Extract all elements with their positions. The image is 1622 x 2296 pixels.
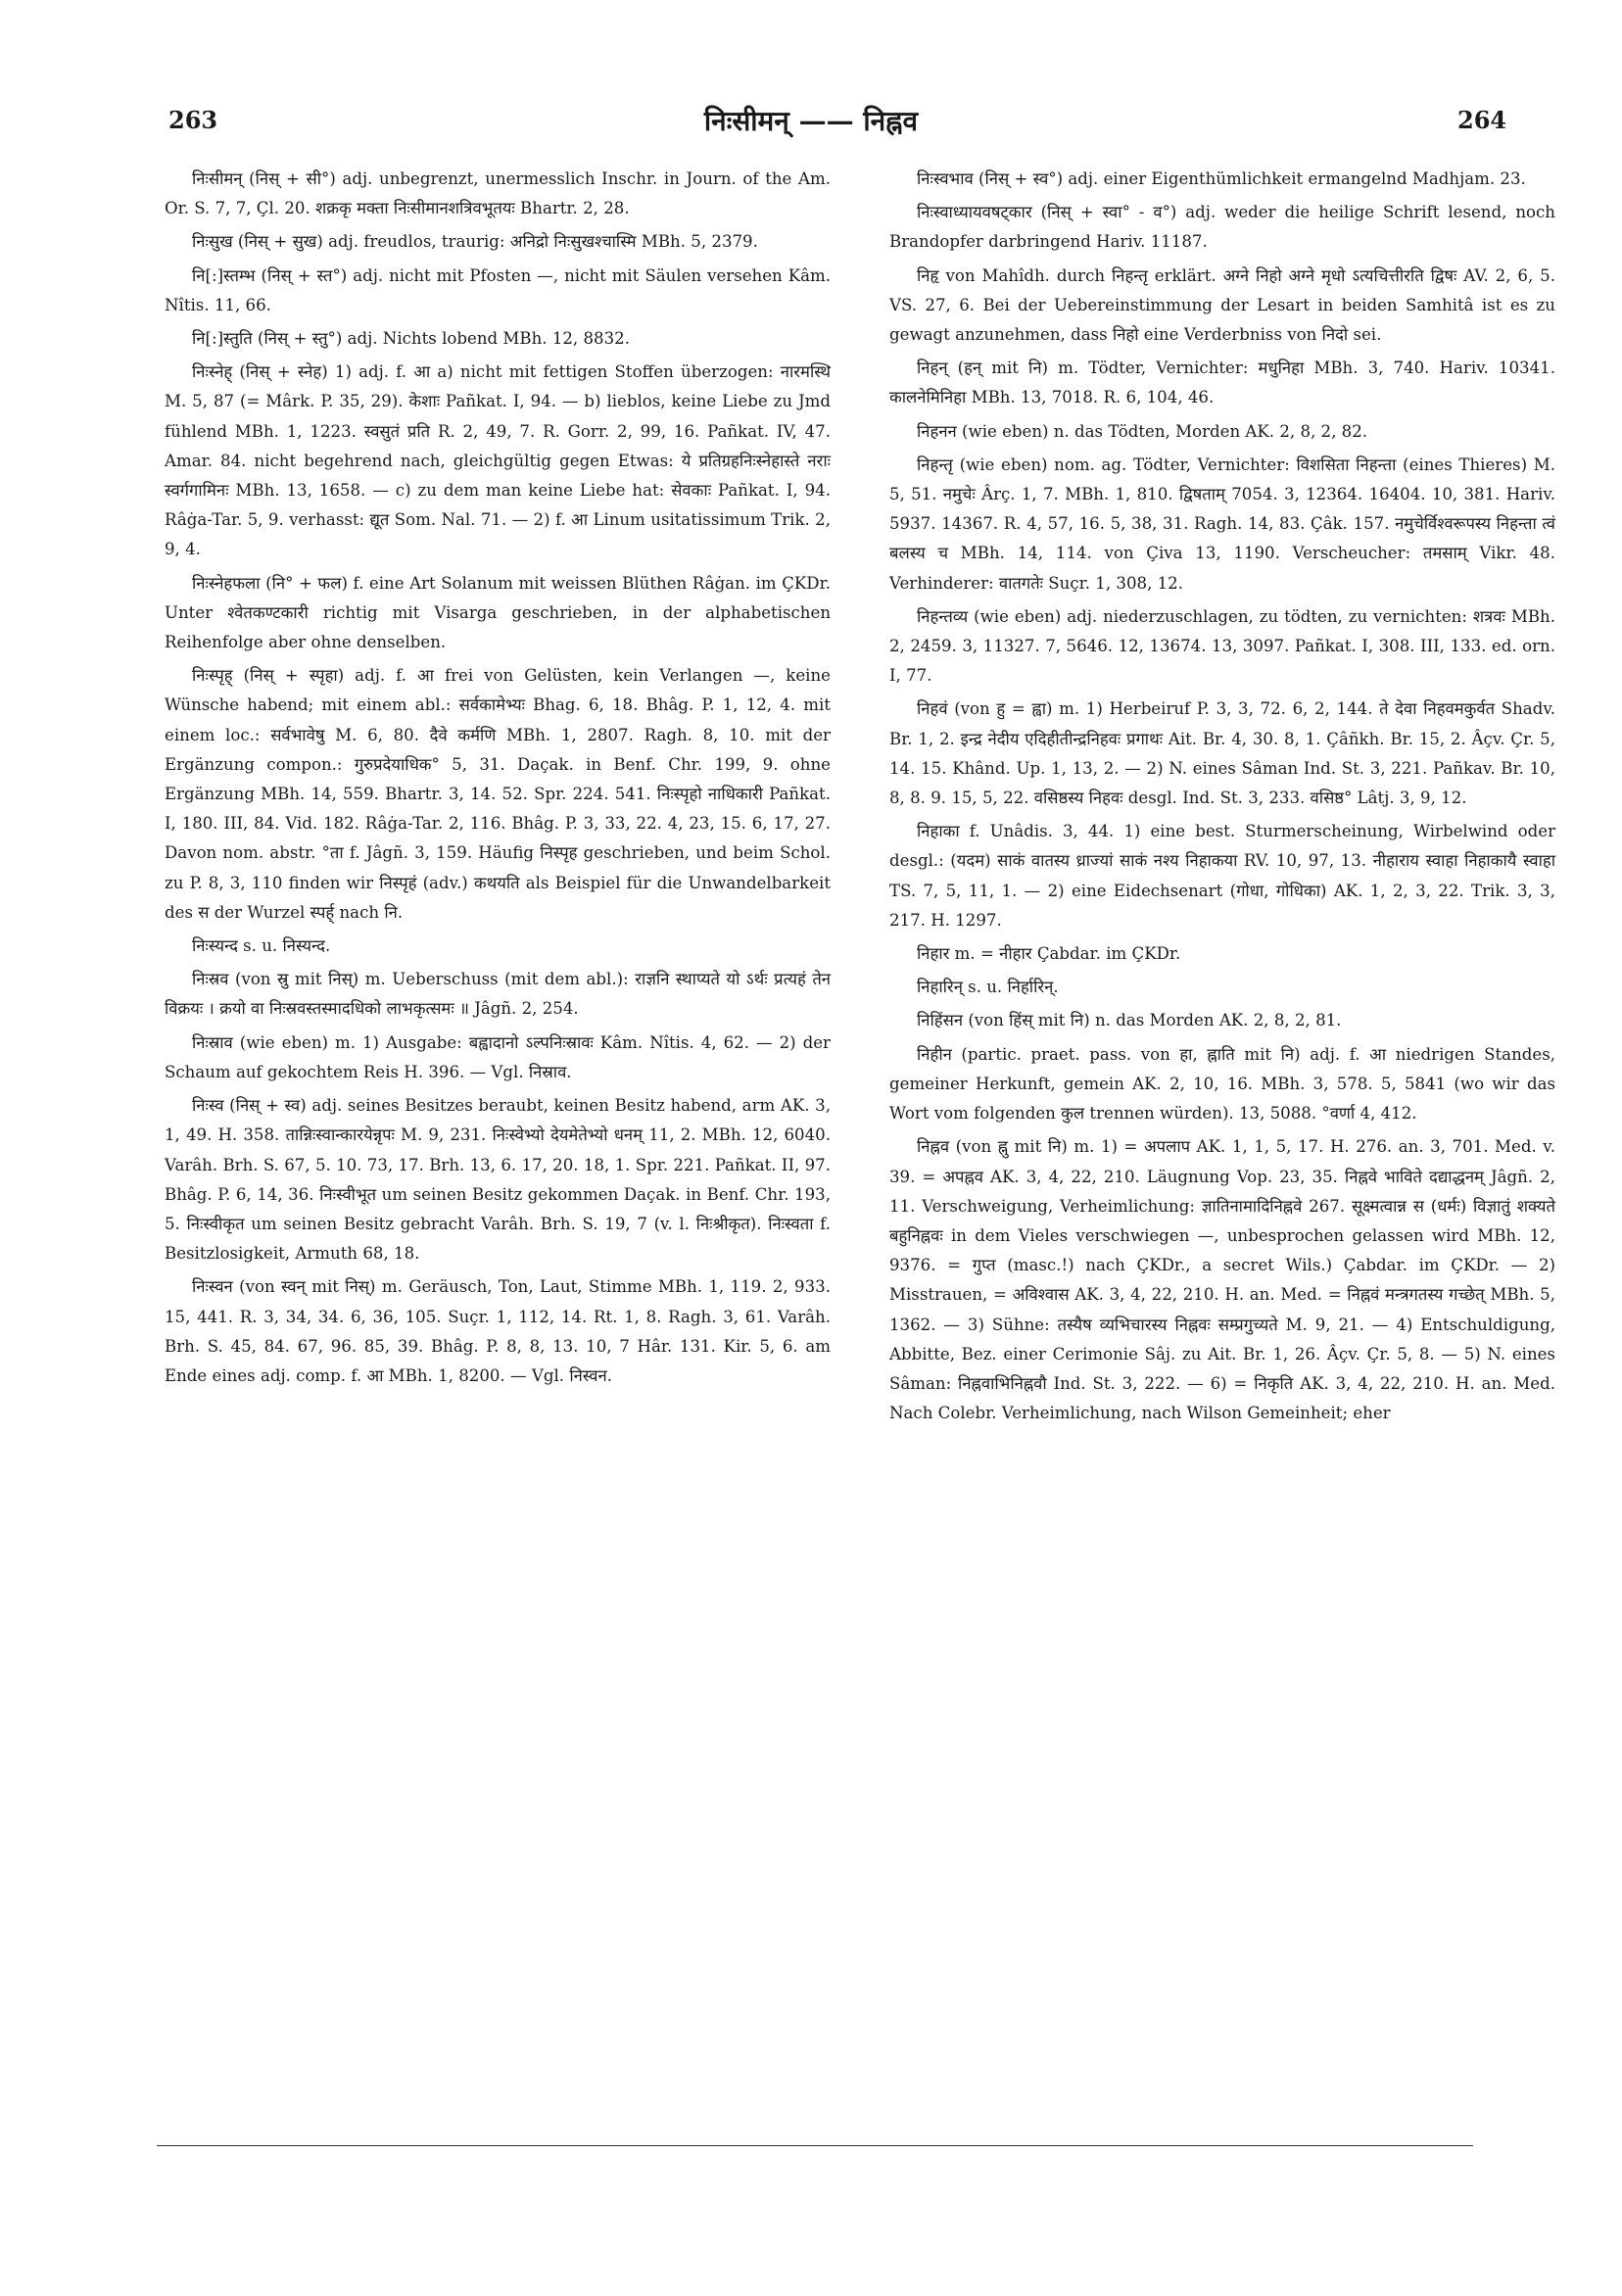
dictionary-entry: निहारिन् s. u. निर्हारिन्. [917, 978, 1059, 997]
dictionary-entry: निःस्वन (von स्वन् mit निस्) m. Geräusch, Ton, Laut, Stimme MBh. 1, 119. 2, 933. 15, 441. R. 3, 34, 34. 6, 36, 105. Suçr. 1, 112, 14. Rt. 1, 8. Ragh. 3, 61. Varâh. Brh. S. 45, 84. 67, 96. 85, 39. Bhâg. P. 8, 8, 13. 10, 7 Hâr. 131. Kir. 5, 6. am Ende eines adj. comp. f. आ MBh. 1, 8200. — Vgl. निस्वन. [165, 1277, 831, 1385]
dictionary-entry: निहन्तृ (wie eben) nom. ag. Tödter, Vernichter: विशसिता निहन्ता (eines Thieres) M. 5, 51. नमुचेः Ârç. 1, 7. MBh. 1, 810. द्विषताम् 7054. 3, 12364. 16404. 10, 381. Hariv. 5937. 14367. R. 4, 57, 16. 5, 38, 31. Ragh. 14, 83. Çâk. 157. नमुचेर्विश्वरूपस्य निहन्ता त्वं बलस्य च MBh. 14, 114. von Çiva 13, 1190. Verscheucher: तमसाम् Vikr. 48. Verhinderer: वातगतेः Suçr. 1, 308, 12. [889, 454, 1555, 593]
right-column [889, 165, 1555, 1432]
dictionary-entry: निःस्नेह् (निस् + स्नेह) 1) adj. f. आ a) nicht mit fettigen Stoffen überzogen: नारमस्थि M. 5, 87 (= Mârk. P. 35, 29). केशाः Pañkat. I, 94. — b) lieblos, keine Liebe zu Jmd fühlend MBh. 1, 1223. स्वसुतं प्रति R. 2, 49, 7. R. Gorr. 2, 99, 16. Pañkat. IV, 47. Amar. 84. nicht begehrend nach, gleichgültig gegen Etwas: ये प्रतिग्रहनिःस्नेहास्ते नराः स्वर्गगामिनः MBh. 13, 1658. — c) zu dem man keine Liebe hat: सेवकाः Pañkat. I, 94. Râġa-Tar. 5, 9. verhasst: द्यूत Som. Nal. 71. — 2) f. आ Linum usitatissimum Trik. 2, 9, 4. [165, 362, 831, 559]
dictionary-entry: निःस्यन्द s. u. निस्यन्द. [192, 936, 331, 956]
dictionary-entry: निहन् (हन् mit नि) m. Tödter, Vernichter: मधुनिहा MBh. 3, 740. Hariv. 10341. कालनेमिनिहा MBh. 13, 7018. R. 6, 104, 46. [889, 359, 1555, 407]
running-head: निःसीमन् —— निह्नव [703, 105, 919, 137]
footer-rule [157, 2145, 1473, 2146]
dictionary-entry: निःस्रव (von स्रु mit निस्) m. Ueberschuss (mit dem abl.): राज्ञनि स्थाप्यते यो ऽर्थः प्रत्यहं तेन विक्रयः । क्रयो वा निःस्रवस्तस्मादधिको लाभकृत्समः ॥ Jâgñ. 2, 254. [165, 970, 831, 1019]
dictionary-entry: निःसुख (निस् + सुख) adj. freudlos, traurig: अनिद्रो निःसुखश्चास्मि MBh. 5, 2379. [192, 232, 758, 252]
dictionary-entry: निहीन (partic. praet. pass. von हा, ह्नाति mit नि) adj. f. आ niedrigen Standes, gemeiner Herkunft, gemein AK. 2, 10, 16. MBh. 3, 578. 5, 5841 (wo wir das Wort vom folgenden कुल trennen würden). 13, 5088. °वर्णा 4, 412. [889, 1044, 1555, 1124]
dictionary-entry: निहृ von Mahîdh. durch निहन्तृ erklärt. अग्ने निहो अग्ने मृधो ऽत्यचित्तीरति द्विषः AV. 2, 6, 5. VS. 27, 6. Bei der Uebereinstimmung der Lesart in beiden Samhitâ ist es zu gewagt anzunehmen, dass निहो eine Verderbniss von निदो sei. [889, 265, 1555, 345]
dictionary-entry: निहाका f. Unâdis. 3, 44. 1) eine best. Sturmerscheinung, Wirbelwind oder desgl.: (यदम) साकं वातस्य ध्राज्यां साकं नश्य निहाकया RV. 10, 97, 13. नीहाराय स्वाहा निहाकायै स्वाहा TS. 7, 5, 11, 1. — 2) eine Eidechsenart (गोधा, गोधिका) AK. 1, 2, 3, 22. Trik. 3, 3, 217. H. 1297. [889, 822, 1555, 930]
dictionary-entry: निःस्नेहफला (नि° + फल) f. eine Art Solanum mit weissen Blüthen Râġan. im ÇKDr. Unter श्वेतकण्टकारी richtig mit Visarga geschrieben, in der alphabetischen Reihenfolge aber ohne denselben. [165, 573, 831, 652]
dictionary-entry: निःस्वभाव (निस् + स्व°) adj. einer Eigenthümlichkeit ermangelnd Madhjam. 23. [917, 169, 1526, 188]
dictionary-entry: निह्नव (von ह्नु mit नि) m. 1) = अपलाप AK. 1, 1, 5, 17. H. 276. an. 3, 701. Med. v. 39. = अपह्नव AK. 3, 4, 22, 210. Läugnung Vop. 23, 35. निह्नवे भाविते दद्याद्धनम् Jâgñ. 2, 11. Verschweigung, Verheimlichung: ज्ञातिनामादिनिह्नवे 267. सूक्ष्मत्वान्न स (धर्मः) विज्ञातुं शक्यते बहुनिह्नवः in dem Vieles verschwiegen —, unbesprochen gelassen wird MBh. 12, 9376. = गुप्त (masc.!) nach ÇKDr., a secret Wils.) Çabdar. im ÇKDr. — 2) Misstrauen, = अविश्वास AK. 3, 4, 22, 210. H. an. Med. = निह्नवं मन्त्रगतस्य गच्छेत् MBh. 5, 1362. — 3) Sühne: तस्यैष व्यभिचारस्य निह्नवः सम्प्रगुच्यते M. 9, 21. — 4) Entschuldigung, Abbitte, Bez. einer Cerimonie Sâj. zu Ait. Br. 1, 26. Âçv. Çr. 5, 8. — 5) N. eines Sâman: निह्नवाभिनिह्नवौ Ind. St. 3, 222. — 6) = निकृति AK. 3, 4, 22, 210. H. an. Med. Nach Colebr. Verheimlichung, nach Wilson Gemeinheit; eher [889, 1137, 1555, 1423]
dictionary-entry: नि[:]स्तुति (निस् + स्तु°) adj. Nichts lobend MBh. 12, 8832. [192, 329, 630, 349]
dictionary-entry: निहनन (wie eben) n. das Tödten, Morden AK. 2, 8, 2, 82. [917, 421, 1368, 441]
dictionary-entry: नि[:]स्तम्भ (निस् + स्त°) adj. nicht mit Pfosten —, nicht mit Säulen versehen Kâm. Nîtis. 11, 66. [165, 265, 831, 314]
dictionary-entry: निःस्वाध्यायवषट्कार (निस् + स्वा° - व°) adj. weder die heilige Schrift lesend, noch Brandopfer darbringend Hariv. 11187. [889, 203, 1555, 252]
dictionary-entry: निहन्तव्य (wie eben) adj. niederzuschlagen, zu tödten, zu vernichten: शत्रवः MBh. 2, 2459. 3, 11327. 7, 5646. 12, 13674. 13, 3097. Pañkat. I, 308. III, 133. ed. orn. I, 77. [889, 606, 1555, 686]
page-number-right: 264 [1457, 106, 1507, 134]
dictionary-entry: निहवं (von हु = ह्वा) m. 1) Herbeiruf P. 3, 3, 72. 6, 2, 144. ते देवा निहवमकुर्वत Shadv. Br. 1, 2. इन्द्र नेदीय एदिहीतीन्द्रनिहवः प्रगाथः Ait. Br. 4, 30. 8, 1. Çâñkh. Br. 15, 2. Âçv. Çr. 5, 14. 15. Khând. Up. 1, 13, 2. — 2) N. eines Sâman Ind. St. 3, 221. Pañkav. Br. 10, 8, 8. 9. 15, 5, 22. वसिष्ठस्य निहवः desgl. Ind. St. 3, 233. वसिष्ठ° Lâtj. 3, 9, 12. [889, 699, 1555, 808]
dictionary-entry: निहार m. = नीहार Çabdar. im ÇKDr. [917, 944, 1181, 964]
dictionary-entry: निःस्राव (wie eben) m. 1) Ausgabe: बह्वादानो ऽल्पनिःस्रावः Kâm. Nîtis. 4, 62. — 2) der Schaum auf gekochtem Reis H. 396. — Vgl. निस्राव. [165, 1032, 831, 1081]
dictionary-entry: निहिंसन (von हिंस् mit नि) n. das Morden AK. 2, 8, 2, 81. [917, 1011, 1342, 1030]
dictionary-entry: निःसीमन् (निस् + सी°) adj. unbegrenzt, unermesslich Inschr. in Journ. of the Am. Or. S. 7, 7, Çl. 20. शक्रकृ मक्ता निःसीमानशत्रिवभूतयः Bhartr. 2, 28. [165, 169, 831, 218]
dictionary-entry: निःस्व (निस् + स्व) adj. seines Besitzes beraubt, keinen Besitz habend, arm AK. 3, 1, 49. H. 358. तान्निःस्वान्कारयेन्नृपः M. 9, 231. निःस्वेभ्यो देयमेतेभ्यो धनम् 11, 2. MBh. 12, 6040. Varâh. Brh. S. 67, 5. 10. 73, 17. Brh. 13, 6. 17, 20. 18, 1. Spr. 221. Pañkat. II, 97. Bhâg. P. 6, 14, 36. निःस्वीभूत um seinen Besitz gekommen Daçak. in Benf. Chr. 193, 5. निःस्वीकृत um seinen Besitz gebracht Varâh. Brh. S. 19, 7 (v. l. निःश्रीकृत). निःस्वता f. Besitzlosigkeit, Armuth 68, 18. [165, 1096, 831, 1264]
left-column [165, 165, 831, 1395]
page-number-left: 263 [168, 106, 218, 134]
dictionary-entry: निःस्पृह् (निस् + स्पृहा) adj. f. आ frei von Gelüsten, kein Verlangen —, keine Wünsche habend; mit einem abl.: सर्वकामेभ्यः Bhag. 6, 18. Bhâg. P. 1, 12, 4. mit einem loc.: सर्वभावेषु M. 6, 80. दैवे कर्मणि MBh. 1, 2807. Ragh. 8, 10. mit der Ergänzung compon.: गुरुप्रदेयाधिक° 5, 31. Daçak. in Benf. Chr. 199, 9. ohne Ergänzung MBh. 14, 559. Bhartr. 3, 14. 52. Spr. 224. 541. निःस्पृहो नाधिकारी Pañkat. I, 180. III, 84. Vid. 182. Râġa-Tar. 2, 116. Bhâg. P. 3, 33, 22. 4, 23, 15. 6, 17, 27. Davon nom. abstr. °ता f. Jâgñ. 3, 159. Häufig निस्पृह geschrieben, und beim Schol. zu P. 8, 3, 110 finden wir निस्पृहं (adv.) कथयति als Beispiel für die Unwandelbarkeit des स der Wurzel स्पर्ह् nach नि. [165, 666, 831, 922]
